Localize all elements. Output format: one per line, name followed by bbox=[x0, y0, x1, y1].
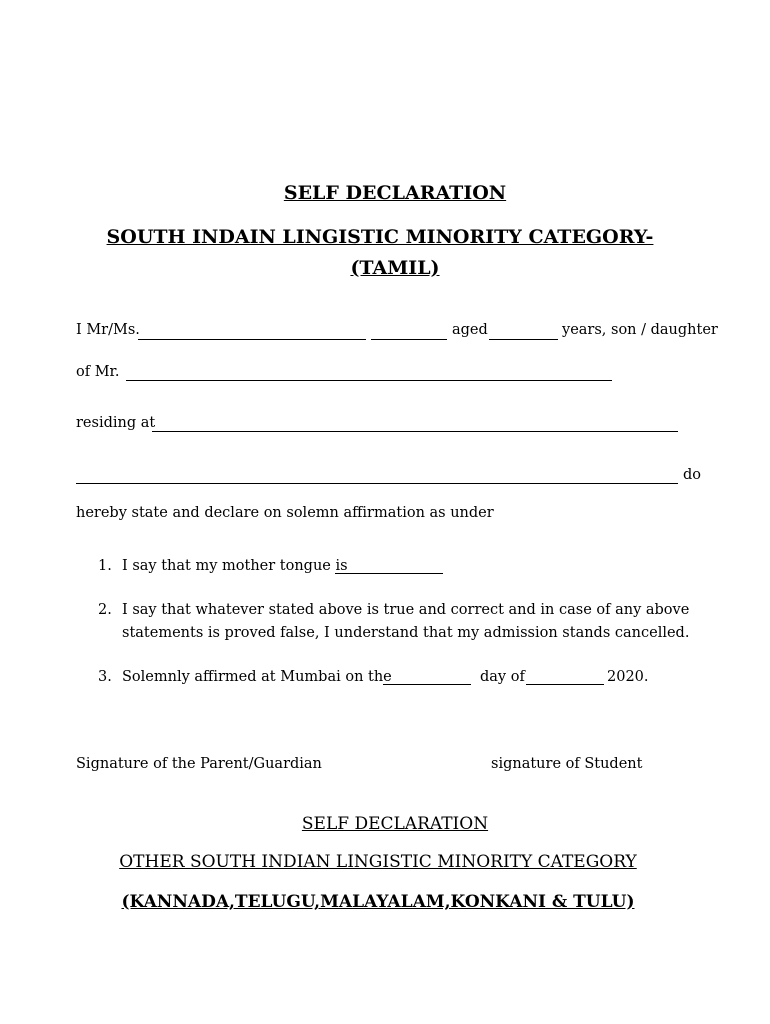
category-title-line1: SOUTH INDAIN LINGISTIC MINORITY CATEGORY- bbox=[106, 226, 654, 248]
item-text: statements is proved false, I understand that my admission stands cancelled. bbox=[122, 625, 690, 641]
day-of-label: day of bbox=[480, 669, 525, 685]
date-day-field[interactable] bbox=[383, 684, 471, 685]
student-signature-label: signature of Student bbox=[491, 756, 643, 772]
item-number: 1. bbox=[98, 558, 112, 574]
second-category-line2: (KANNADA,TELUGU,MALAYALAM,KONKANI & TULU) bbox=[121, 892, 635, 912]
residing-label: residing at bbox=[76, 415, 156, 431]
declare-statement: hereby state and declare on solemn affirmation as under bbox=[76, 505, 494, 521]
second-title: SELF DECLARATION bbox=[301, 814, 489, 834]
do-label: do bbox=[683, 467, 702, 483]
page-title: SELF DECLARATION bbox=[283, 182, 507, 204]
parent-signature-label: Signature of the Parent/Guardian bbox=[76, 756, 322, 772]
name-label: I Mr/Ms. bbox=[76, 322, 140, 338]
year-label: 2020. bbox=[607, 669, 649, 685]
father-name-field[interactable] bbox=[126, 380, 612, 381]
aged-label: aged bbox=[452, 322, 488, 338]
category-title-line2: (TAMIL) bbox=[350, 257, 440, 279]
address-field[interactable] bbox=[152, 431, 678, 432]
address-field-2[interactable] bbox=[76, 483, 678, 484]
name-field-extra[interactable] bbox=[371, 339, 447, 340]
item-text: Solemnly affirmed at Mumbai on the bbox=[122, 669, 392, 685]
mother-tongue-field[interactable] bbox=[335, 573, 443, 574]
name-field[interactable] bbox=[138, 339, 366, 340]
second-category-line1: OTHER SOUTH INDIAN LINGISTIC MINORITY CATEGORY bbox=[119, 852, 637, 872]
years-label: years, son / daughter bbox=[562, 322, 718, 338]
item-text: I say that whatever stated above is true and correct and in case of any above bbox=[122, 602, 690, 618]
father-label: of Mr. bbox=[76, 364, 120, 380]
item-text: I say that my mother tongue is bbox=[122, 558, 348, 574]
item-number: 2. bbox=[98, 602, 112, 618]
date-month-field[interactable] bbox=[526, 684, 604, 685]
item-number: 3. bbox=[98, 669, 112, 685]
age-field[interactable] bbox=[489, 339, 558, 340]
